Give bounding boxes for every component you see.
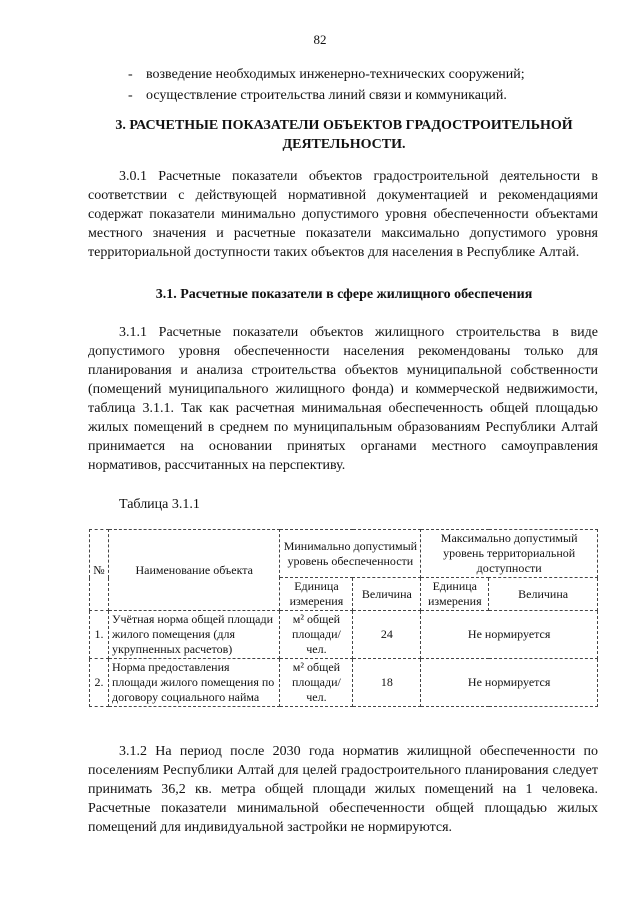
row-unit: м² общей площади/ чел. — [280, 611, 353, 659]
row-name: Учётная норма общей площади жилого помещения (для укрупненных расчетов) — [108, 611, 279, 659]
subheader-unit: Единица измерения — [280, 578, 353, 611]
paragraph-3-1-2: 3.1.2 На период после 2030 года норматив жилищной обеспеченности по поселениям Республики Алтай для целей градостроительного планирования следует принимать 36,2 кв. метра общей площади жилых помещений на 1 человека. Расчетные показатели минимальной обеспеченности общей площадью жилых помещений для индивидуальной застройки не нормируются. — [88, 744, 598, 835]
paragraph-3-1-1: 3.1.1 Расчетные показатели объектов жилищного строительства в виде допустимого уровня обеспеченности населения рекомендованы только для планирования и анализа строительства объектов муниципальной собственности (помещений муниципального жилищного фонда) и коммерческой недвижимости, таблица 3.1.1. Так как расчетная минимальная обеспеченность общей площадью жилых помещений в среднем по муниципальным образованиям Республики Алтай принимается на основании принятых органами местного самоуправления нормативов, рассчитанных на перспективу. — [88, 325, 598, 473]
subheader-unit: Единица измерения — [421, 578, 489, 611]
subheader-value: Величина — [353, 578, 421, 611]
list-item-text: возведение необходимых инженерно-технических сооружений; — [146, 67, 525, 82]
list-item-text: осуществление строительства линий связи и коммуникаций. — [146, 88, 507, 103]
bullet-marker: - — [128, 67, 133, 82]
header-min-level: Минимально допустимый уровень обеспеченности — [280, 530, 421, 578]
bullet-marker: - — [128, 88, 133, 103]
paragraph-3-0-1: 3.0.1 Расчетные показатели объектов градостроительной деятельности в соответствии с действующей нормативной документацией и рекомендациями содержат показатели минимально допустимого уровня обеспеченности объектами местного значения и расчетные показатели максимально допустимого уровня территориальной доступности таких объектов для населения в Республике Алтай. — [88, 169, 598, 260]
row-value: 18 — [353, 659, 421, 707]
row-max: Не нормируется — [421, 659, 598, 707]
indicators-table — [89, 529, 598, 707]
row-unit: м² общей площади/ чел. — [280, 659, 353, 707]
list-item — [128, 64, 525, 85]
row-num: 2. — [90, 659, 109, 707]
section-3-heading: 3. РАСЧЕТНЫЕ ПОКАЗАТЕЛИ ОБЪЕКТОВ ГРАДОСТРОИТЕЛЬНОЙ ДЕЯТЕЛЬНОСТИ. — [115, 118, 573, 152]
row-num: 1. — [90, 611, 109, 659]
row-value: 24 — [353, 611, 421, 659]
header-max-access: Максимально допустимый уровень территориальной доступности — [421, 530, 598, 578]
subheader-value: Величина — [489, 578, 598, 611]
bullet-list — [128, 64, 525, 106]
header-num: № — [90, 530, 109, 611]
table-row — [90, 611, 598, 659]
header-object-name: Наименование объекта — [108, 530, 279, 611]
page-number: 82 — [313, 32, 327, 47]
table-row — [90, 659, 598, 707]
row-name: Норма предоставления площади жилого помещения по договору социального найма — [108, 659, 279, 707]
section-3-1-heading: 3.1. Расчетные показатели в сфере жилищного обеспечения — [155, 287, 533, 302]
row-max: Не нормируется — [421, 611, 598, 659]
list-item — [128, 85, 525, 106]
table-caption: Таблица 3.1.1 — [119, 497, 200, 512]
